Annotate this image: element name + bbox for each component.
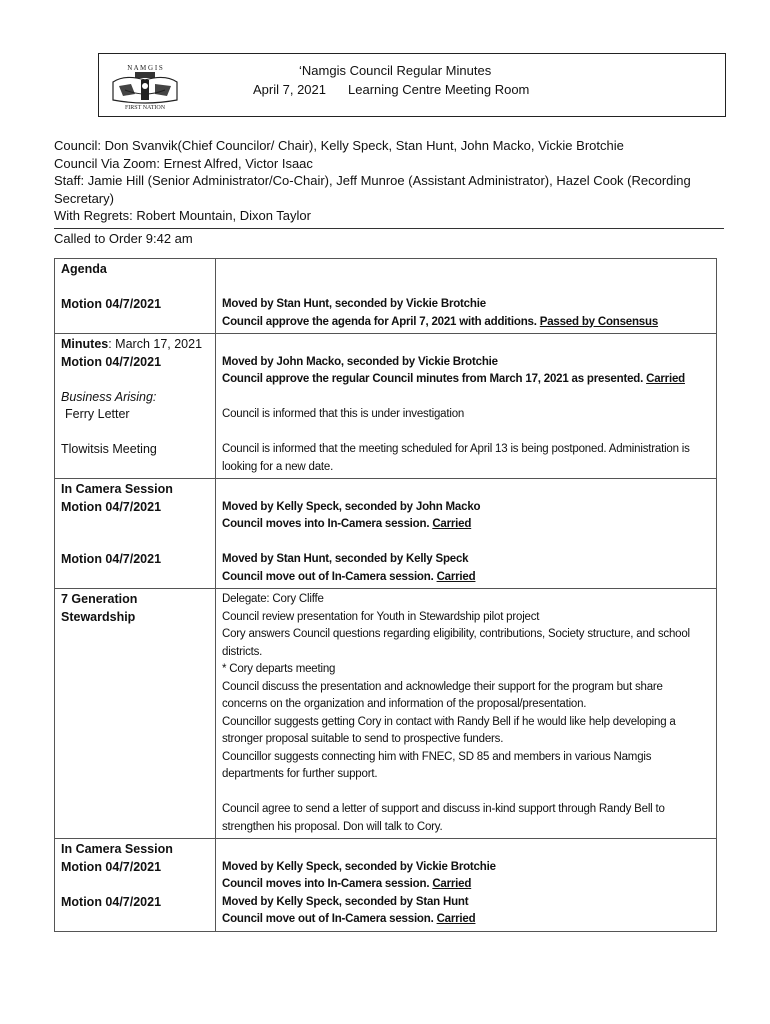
camera1-motion2-label: Motion 04/7/2021 [61,552,162,566]
agenda-right-cell [216,259,717,334]
ferry-letter-text: Council is informed that this is under investigation [222,408,465,420]
camera1-motion2-moved: Moved by Stan Hunt, seconded by Kelly Speck [222,553,469,565]
camera2-left-cell [55,839,216,932]
table-row-7-generation [55,589,717,839]
tlowitsis-label: Tlowitsis Meeting [61,442,157,456]
camera1-motion1-moved: Moved by Kelly Speck, seconded by John Macko [222,500,481,513]
camera2-motion2-moved: Moved by Kelly Speck, seconded by Stan Hunt [222,895,469,908]
minutes-heading: Minutes: March 17, 2021 [61,337,203,351]
table-row-minutes [55,334,717,479]
camera1-motion2-text: Council move out of In-Camera session. Carried [222,570,476,583]
document-title: ‘Namgis Council Regular Minutes [299,63,492,78]
ferry-letter-label: Ferry Letter [65,407,130,421]
camera2-motion2-label: Motion 04/7/2021 [61,894,162,909]
camera1-motion1-result: Carried [432,518,472,530]
agenda-moved: Moved by Stan Hunt, seconded by Vickie Brotchie [222,298,486,310]
table-row-agenda [55,259,717,334]
meeting-date-location [253,82,529,97]
tlowitsis-text: Council is informed that the meeting scheduled for April 13 is being postponed. Administration is looking for a new date. [222,443,690,473]
council-attendees: Council: Don Svanvik(Chief Councilor/ Chair), Kelly Speck, Stan Hunt, John Macko, Vickie Brotchie [54,138,624,153]
camera2-motion2-result: Carried [436,913,476,925]
document-header [98,53,726,117]
called-to-order: Called to Order 9:42 am [54,228,724,248]
camera2-motion1-result: Carried [432,878,472,890]
business-arising-label: Business Arising: [61,389,157,404]
generation-right-cell [216,589,717,839]
camera2-right-cell [216,839,717,932]
minutes-result: Carried [646,373,685,385]
staff-attendees: Staff: Jamie Hill (Senior Administrator/Co-Chair), Jeff Munroe (Assistant Administrator), Hazel Cook (Recording Secretary) [54,173,691,206]
camera1-heading: In Camera Session [61,482,173,496]
minutes-moved: Moved by John Macko, seconded by Vickie Brotchie [222,355,498,368]
generation-line: Delegate: Cory Cliffe [222,593,324,605]
minutes-table [54,258,717,932]
camera2-heading: In Camera Session [61,842,173,856]
svg-text:N A M G I S: N A M G I S [127,64,163,72]
generation-heading-2: Stewardship [61,609,136,624]
zoom-attendees: Council Via Zoom: Ernest Alfred, Victor Isaac [54,155,313,171]
agenda-motion-text: Council approve the agenda for April 7, 2021 with additions. Passed by Consensus [222,315,659,328]
generation-line: * Cory departs meeting [222,663,336,675]
camera2-motion1-label: Motion 04/7/2021 [61,859,162,874]
meeting-date: April 7, 2021 [253,82,326,97]
attendance-block [54,137,724,247]
minutes-left-cell [55,334,216,479]
generation-line: Councillor suggests getting Cory in contact with Randy Bell if he would like help developing a stronger proposal suitable to send to prospective funders. [222,715,676,745]
generation-left-cell [55,589,216,839]
camera1-motion1-label: Motion 04/7/2021 [61,499,162,514]
minutes-motion-label: Motion 04/7/2021 [61,354,162,369]
camera1-left-cell [55,479,216,589]
camera1-right-cell [216,479,717,589]
camera1-motion2-result: Carried [436,570,476,583]
minutes-right-cell [216,334,717,479]
namgis-logo [105,60,185,110]
table-row-in-camera-2 [55,839,717,932]
generation-heading-1: 7 Generation [61,592,138,606]
regrets: With Regrets: Robert Mountain, Dixon Taylor [54,208,311,223]
generation-line: Council review presentation for Youth in Stewardship pilot project [222,610,540,623]
generation-line: Council discuss the presentation and acknowledge their support for the program but share concerns on the organization and information of the proposal/presentation. [222,680,663,710]
minutes-motion-text: Council approve the regular Council minutes from March 17, 2021 as presented. Carried [222,373,685,385]
generation-closing: Council agree to send a letter of support and discuss in-kind support through Randy Bell to strengthen his proposal. Don will talk to Cory. [222,803,665,833]
table-row-in-camera-1 [55,479,717,589]
camera2-motion2-text: Council move out of In-Camera session. Carried [222,913,476,925]
agenda-result: Passed by Consensus [539,315,659,328]
agenda-motion-label: Motion 04/7/2021 [61,297,162,311]
agenda-heading: Agenda [61,262,107,276]
camera1-motion1-text: Council moves into In-Camera session. Carried [222,518,472,530]
meeting-room: Learning Centre Meeting Room [348,82,530,97]
generation-line: Cory answers Council questions regarding eligibility, contributions, Society structure, and school districts. [222,628,690,658]
svg-text:FIRST NATION: FIRST NATION [124,105,166,110]
generation-line: Councillor suggests connecting him with FNEC, SD 85 and members in various Namgis departments for further support. [222,750,652,780]
camera2-motion1-moved: Moved by Kelly Speck, seconded by Vickie Brotchie [222,860,496,873]
camera2-motion1-text: Council moves into In-Camera session. Carried [222,878,472,890]
agenda-left-cell [55,259,216,334]
